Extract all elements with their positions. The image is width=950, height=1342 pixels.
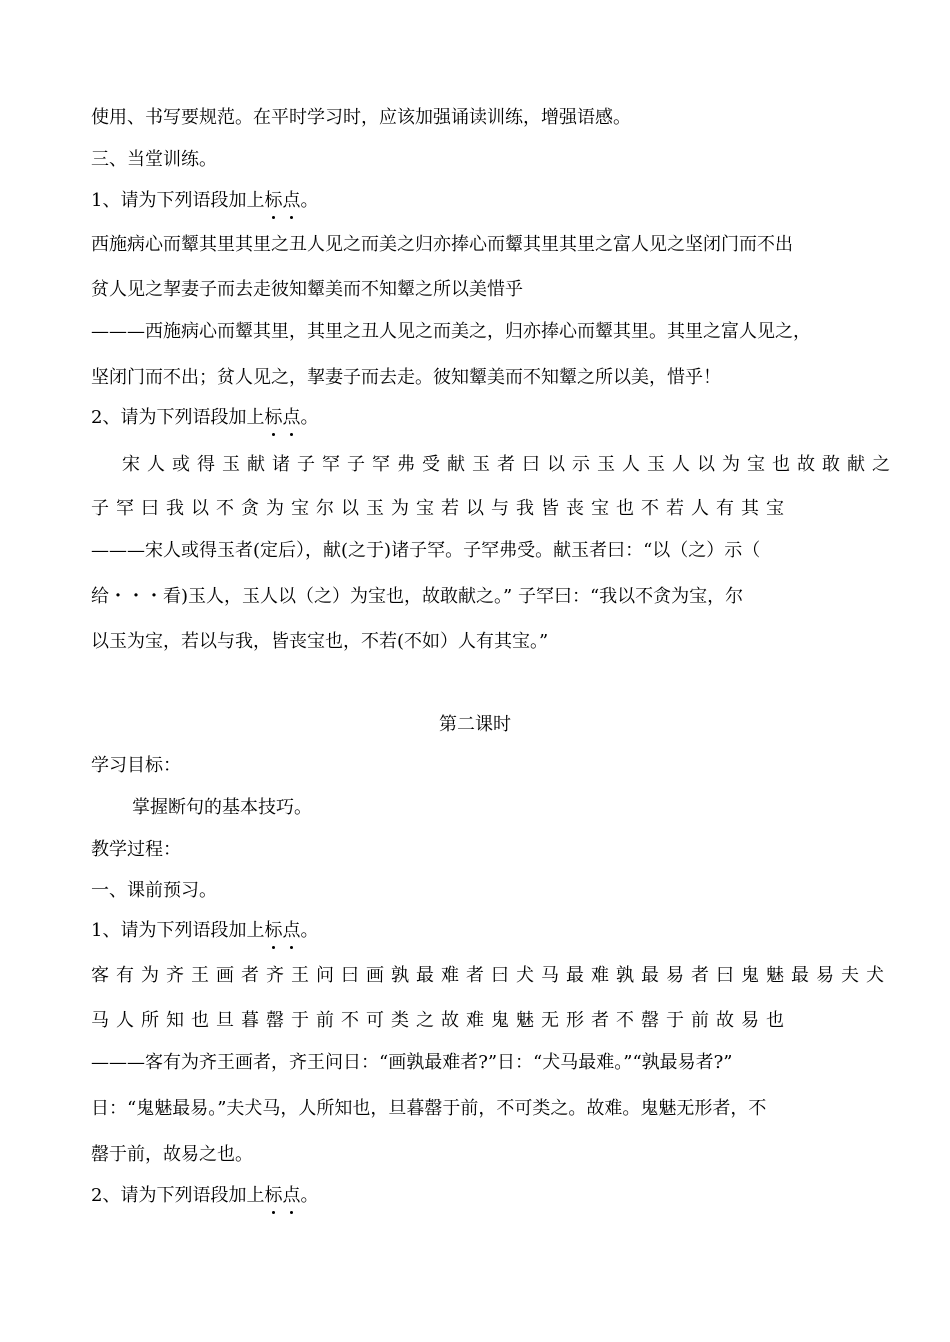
section-heading: 一、课前预习。 (91, 880, 217, 901)
emphasis-char: 点 (282, 407, 301, 428)
answer-text: 罄于前，故易之也。 (91, 1144, 253, 1165)
text-line: 使用、书写要规范。在平时学习时，应该加强诵读训练，增强语感。 (91, 107, 631, 128)
section-heading: 教学过程： (91, 839, 181, 860)
emphasis-char: 标 (264, 1185, 283, 1206)
prompt-text: 1、请为下列语段加上 (91, 920, 265, 941)
emphasis-char: 标 (264, 190, 283, 211)
answer-text: 坚闭门而不出；贫人见之，挈妻子而去走。彼知颦美而不知颦之所以美，惜乎！ (91, 367, 721, 388)
emphasis-char: 标 (264, 920, 283, 941)
prompt-text: 2、请为下列语段加上 (91, 1185, 265, 1206)
lesson-title: 第二课时 (439, 714, 511, 735)
unpunctuated-text: 贫人见之挈妻子而去走彼知颦美而不知颦之所以美惜乎 (91, 279, 523, 300)
exercise-prompt (91, 1184, 318, 1208)
prompt-end: 。 (300, 920, 319, 941)
answer-text: 给・・・看)玉人，玉人以（之）为宝也，故敢献之。” 子罕曰：“我以不贪为宝，尔 (91, 586, 744, 607)
unpunctuated-text: 客有为齐王画者齐王问曰画孰最难者曰犬马最难孰最易者曰鬼魅最易夫犬 (91, 965, 891, 986)
text-line: 掌握断句的基本技巧。 (132, 797, 312, 818)
unpunctuated-text: 马人所知也旦暮罄于前不可类之故难鬼魅无形者不罄于前故易也 (91, 1010, 791, 1031)
section-heading: 学习目标： (91, 755, 181, 776)
unpunctuated-text: 宋人或得玉献诸子罕子罕弗受献玉者曰以示玉人玉人以为宝也故敢献之 (122, 454, 897, 475)
exercise-prompt (91, 406, 318, 430)
answer-text: 以玉为宝，若以与我，皆丧宝也，不若(不如）人有其宝。” (91, 631, 549, 652)
answer-text: 日：“鬼魅最易。”夫犬马，人所知也，旦暮罄于前，不可类之。故难。鬼魅无形者，不 (91, 1098, 767, 1119)
emphasis-char: 标 (264, 407, 283, 428)
prompt-text: 1、请为下列语段加上 (91, 190, 265, 211)
prompt-end: 。 (300, 1185, 319, 1206)
prompt-end: 。 (300, 407, 319, 428)
answer-text: ———宋人或得玉者(定后），献(之于)诸子罕。子罕弗受。献玉者曰：“以（之）示（ (91, 540, 761, 561)
answer-text: ———西施病心而颦其里，其里之丑人见之而美之，归亦捧心而颦其里。其里之富人见之， (91, 321, 811, 342)
answer-text: ———客有为齐王画者，齐王问日：“画孰最难者?”日：“犬马最难。”“孰最易者?” (91, 1052, 733, 1073)
emphasis-char: 点 (282, 190, 301, 211)
emphasis-char: 点 (282, 1185, 301, 1206)
emphasis-char: 点 (282, 920, 301, 941)
prompt-end: 。 (300, 190, 319, 211)
prompt-text: 2、请为下列语段加上 (91, 407, 265, 428)
exercise-prompt (91, 919, 318, 943)
unpunctuated-text: 子罕曰我以不贪为宝尔以玉为宝若以与我皆丧宝也不若人有其宝 (91, 498, 791, 519)
exercise-prompt (91, 189, 318, 213)
unpunctuated-text: 西施病心而颦其里其里之丑人见之而美之归亦捧心而颦其里其里之富人见之坚闭门而不出 (91, 234, 793, 255)
section-heading: 三、当堂训练。 (91, 149, 217, 170)
